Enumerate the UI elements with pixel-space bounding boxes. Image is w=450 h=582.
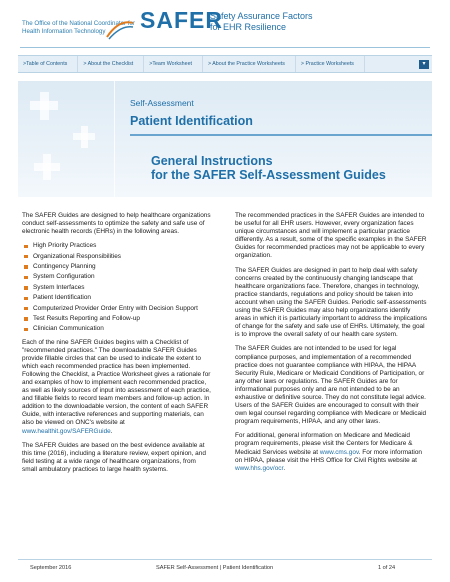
list-item: Clinician Communication bbox=[33, 325, 211, 333]
onc-swoosh-icon bbox=[105, 17, 135, 41]
cross-decoration-icon bbox=[43, 154, 51, 180]
guide-area-list bbox=[22, 242, 211, 333]
header-divider bbox=[20, 47, 430, 48]
onc-line-1: The Office of the National Coordinator for bbox=[22, 20, 136, 27]
resources-text-c: . bbox=[283, 464, 286, 472]
onc-line-2: Health Information Technology bbox=[22, 27, 106, 35]
safer-tagline-1: Safety Assurance Factors bbox=[210, 11, 313, 21]
hhs-ocr-link[interactable]: www.hhs.gov/ocr bbox=[235, 464, 284, 472]
legal-paragraph: The SAFER Guides are not intended to be used for legal compliance purposes, and implementation of a recommended practice does not guarantee compliance with HIPAA, the HIPAA Security Rule, Medicare or Medicaid Conditions of Participation, or any other laws or regulations. The SAFER Guides are for informational purposes only and are not intended to be an exhaustive or definitive source. They do not constitute legal advice. Users of the SAFER Guides are encouraged to consult with their own legal counsel regarding compliance with Medicare or Medicaid program requirements, HIPAA, and any other laws. bbox=[235, 345, 427, 426]
page-title: Patient Identification bbox=[130, 114, 253, 128]
footer-title: SAFER Self-Assessment | Patient Identification bbox=[156, 565, 274, 571]
page-number: 1 of 24 bbox=[378, 565, 396, 571]
right-column bbox=[235, 212, 428, 479]
intro-paragraph: The SAFER Guides are designed to help healthcare organizations conduct self-assessments to optimize the safety and safe use of electronic health records (EHRs) in the following areas. bbox=[22, 212, 211, 236]
navigation-bar bbox=[18, 55, 432, 73]
list-item: Organizational Responsibilities bbox=[33, 253, 211, 261]
list-item: Patient Identification bbox=[33, 294, 211, 302]
section-heading-line-1: General Instructions bbox=[151, 154, 273, 168]
checklist-paragraph bbox=[22, 339, 211, 436]
banner-subtitle: Self-Assessment bbox=[130, 98, 194, 108]
section-heading bbox=[151, 154, 386, 182]
cross-decoration-icon bbox=[40, 92, 49, 120]
chevron-down-icon[interactable]: ▾ bbox=[419, 60, 429, 69]
list-item: High Priority Practices bbox=[33, 242, 211, 250]
nav-about-checklist[interactable]: > About the Checklist bbox=[78, 56, 144, 72]
nav-team-worksheet[interactable]: >Team Worksheet bbox=[144, 56, 203, 72]
nav-table-of-contents[interactable]: >Table of Contents bbox=[18, 56, 78, 72]
safer-tagline-2: for EHR Resilience bbox=[210, 21, 287, 32]
safer-logo: SAFER bbox=[140, 7, 223, 33]
safer-guide-link[interactable]: www.healthit.gov/SAFERGuide bbox=[22, 427, 111, 435]
left-column bbox=[22, 212, 211, 480]
resources-text-b: . For more information on HIPAA, please visit the HHS Office for Civil Rights website at bbox=[235, 448, 423, 464]
checklist-text: Each of the nine SAFER Guides begins with a Checklist of "recommended practices." The downloadable SAFER Guides provide fillable circles that can be used to indicate the extent to which each recommended practice has been implemented. Following the Checklist, a Practice Worksheet gives a rationale for and examples of how to implement each recommended practice, as well as likely sources of input into assessment of each practice, and fillable fields to record team members and follow-up action. In addition to the downloadable version, the content of each SAFER Guide, with interactive references and supporting materials, can also be viewed on ONC's website at bbox=[22, 338, 211, 427]
title-banner bbox=[18, 81, 432, 197]
nav-about-practice-worksheets[interactable]: > About the Practice Worksheets bbox=[203, 56, 296, 72]
evidence-paragraph: The SAFER Guides are based on the best evidence available at this time (2016), including a literature review, expert opinion, and field testing at a wide range of healthcare organizations, from small ambulatory practices to large health systems. bbox=[22, 441, 206, 473]
document-header bbox=[0, 0, 450, 52]
title-rule bbox=[130, 134, 432, 136]
list-item: Contingency Planning bbox=[33, 263, 211, 271]
usage-paragraph: The recommended practices in the SAFER Guides are intended to be useful for all EHR users. However, every organization faces unique circumstances and will implement a particular practice differently. As a result, some of the specific examples in the SAFER Guides for recommended practices may not be applicable to every organization. bbox=[235, 212, 427, 260]
page-footer bbox=[18, 559, 432, 576]
nav-practice-worksheets[interactable]: > Practice Worksheets bbox=[296, 56, 365, 72]
list-item: Test Results Reporting and Follow-up bbox=[33, 315, 211, 323]
section-heading-line-2: for the SAFER Self-Assessment Guides bbox=[151, 168, 386, 182]
landscape-paragraph: The SAFER Guides are designed in part to help deal with safety concerns created by the continuously changing landscape that healthcare organizations face. Therefore, changes in technology, practice standards, regulations and policy should be taken into account when using the SAFER Guides. Periodic self-assessments using the SAFER Guides may also help organizations identify areas in which it is particularly important to address the implications of change for the safety and safe use of EHRs. Ultimately, the goal is to improve the overall safety of our health care system. bbox=[235, 266, 428, 339]
resources-text-a: For additional, general information on Medicare and Medicaid program requirements, please visit the Centers for Medicare & Medicaid Services website at bbox=[235, 432, 413, 456]
cross-decoration-icon bbox=[81, 126, 88, 148]
list-item: System Configuration bbox=[33, 273, 211, 281]
list-item: System Interfaces bbox=[33, 284, 211, 292]
resources-paragraph bbox=[235, 432, 428, 472]
banner-stripe bbox=[114, 81, 115, 197]
list-item: Computerized Provider Order Entry with Decision Support bbox=[33, 305, 211, 313]
checklist-end: . bbox=[110, 427, 113, 435]
safer-tagline bbox=[210, 11, 320, 32]
footer-date: September 2016 bbox=[30, 565, 72, 571]
cms-link[interactable]: www.cms.gov bbox=[319, 448, 359, 456]
